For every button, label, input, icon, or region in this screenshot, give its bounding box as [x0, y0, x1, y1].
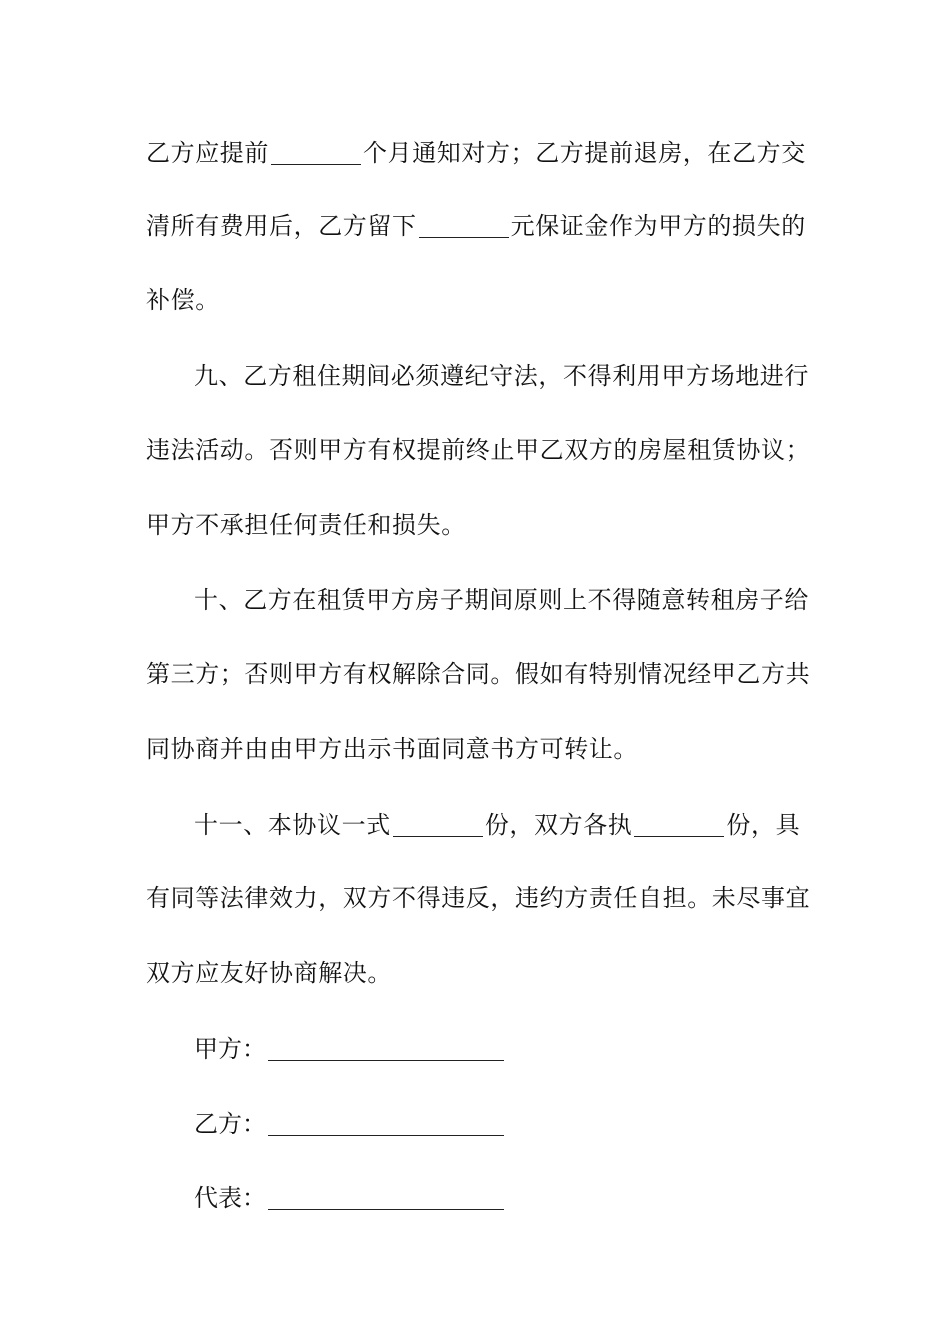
party-b-signature-line: [194, 1104, 506, 1144]
clause-8-line-1: [146, 133, 816, 173]
notice-months-blank[interactable]: [271, 138, 361, 165]
clause-9-line-3: 甲方不承担任何责任和损失。: [146, 511, 466, 539]
clause-10-line-1: 十、乙方在租赁甲方房子期间原则上不得随意转租房子给: [194, 586, 809, 614]
clause-8-line-3: 补偿。: [146, 286, 220, 314]
party-b-signature-blank[interactable]: [268, 1109, 504, 1136]
clause-11-text: 十一、本协议一式: [194, 811, 391, 839]
representative-signature-blank[interactable]: [268, 1183, 504, 1210]
party-a-label: 甲方：: [194, 1035, 266, 1063]
representative-signature-line: [194, 1178, 506, 1218]
deposit-amount-blank[interactable]: [419, 211, 509, 238]
clause-11-line-1: [194, 805, 814, 845]
party-a-signature-blank[interactable]: [268, 1034, 504, 1061]
clause-9-line-2: 违法活动。否则甲方有权提前终止甲乙双方的房屋租赁协议；: [146, 436, 811, 464]
clause-11-text: 份，具: [726, 811, 801, 839]
copies-total-blank[interactable]: [393, 810, 483, 837]
clause-11-line-3: 双方应友好协商解决。: [146, 959, 392, 987]
clause-11-line-2: 有同等法律效力，双方不得违反，违约方责任自担。未尽事宜: [146, 884, 811, 912]
clause-9-line-1: 九、乙方租住期间必须遵纪守法，不得利用甲方场地进行: [194, 362, 809, 390]
clause-10-line-2: 第三方；否则甲方有权解除合同。假如有特别情况经甲乙方共: [146, 660, 811, 688]
copies-each-blank[interactable]: [634, 810, 724, 837]
representative-label: 代表：: [194, 1184, 266, 1212]
clause-8-text: 清所有费用后，乙方留下: [146, 212, 417, 240]
clause-10-line-3: 同协商并由由甲方出示书面同意书方可转让。: [146, 735, 638, 763]
party-a-signature-line: [194, 1029, 506, 1069]
clause-8-line-2: [146, 206, 816, 246]
clause-8-text: 元保证金作为甲方的损失的: [510, 212, 806, 240]
clause-8-text: 乙方应提前: [146, 139, 269, 167]
party-b-label: 乙方：: [194, 1110, 266, 1138]
clause-11-text: 份，双方各执: [484, 811, 633, 839]
clause-8-text: 个月通知对方；乙方提前退房，在乙方交: [363, 139, 806, 167]
